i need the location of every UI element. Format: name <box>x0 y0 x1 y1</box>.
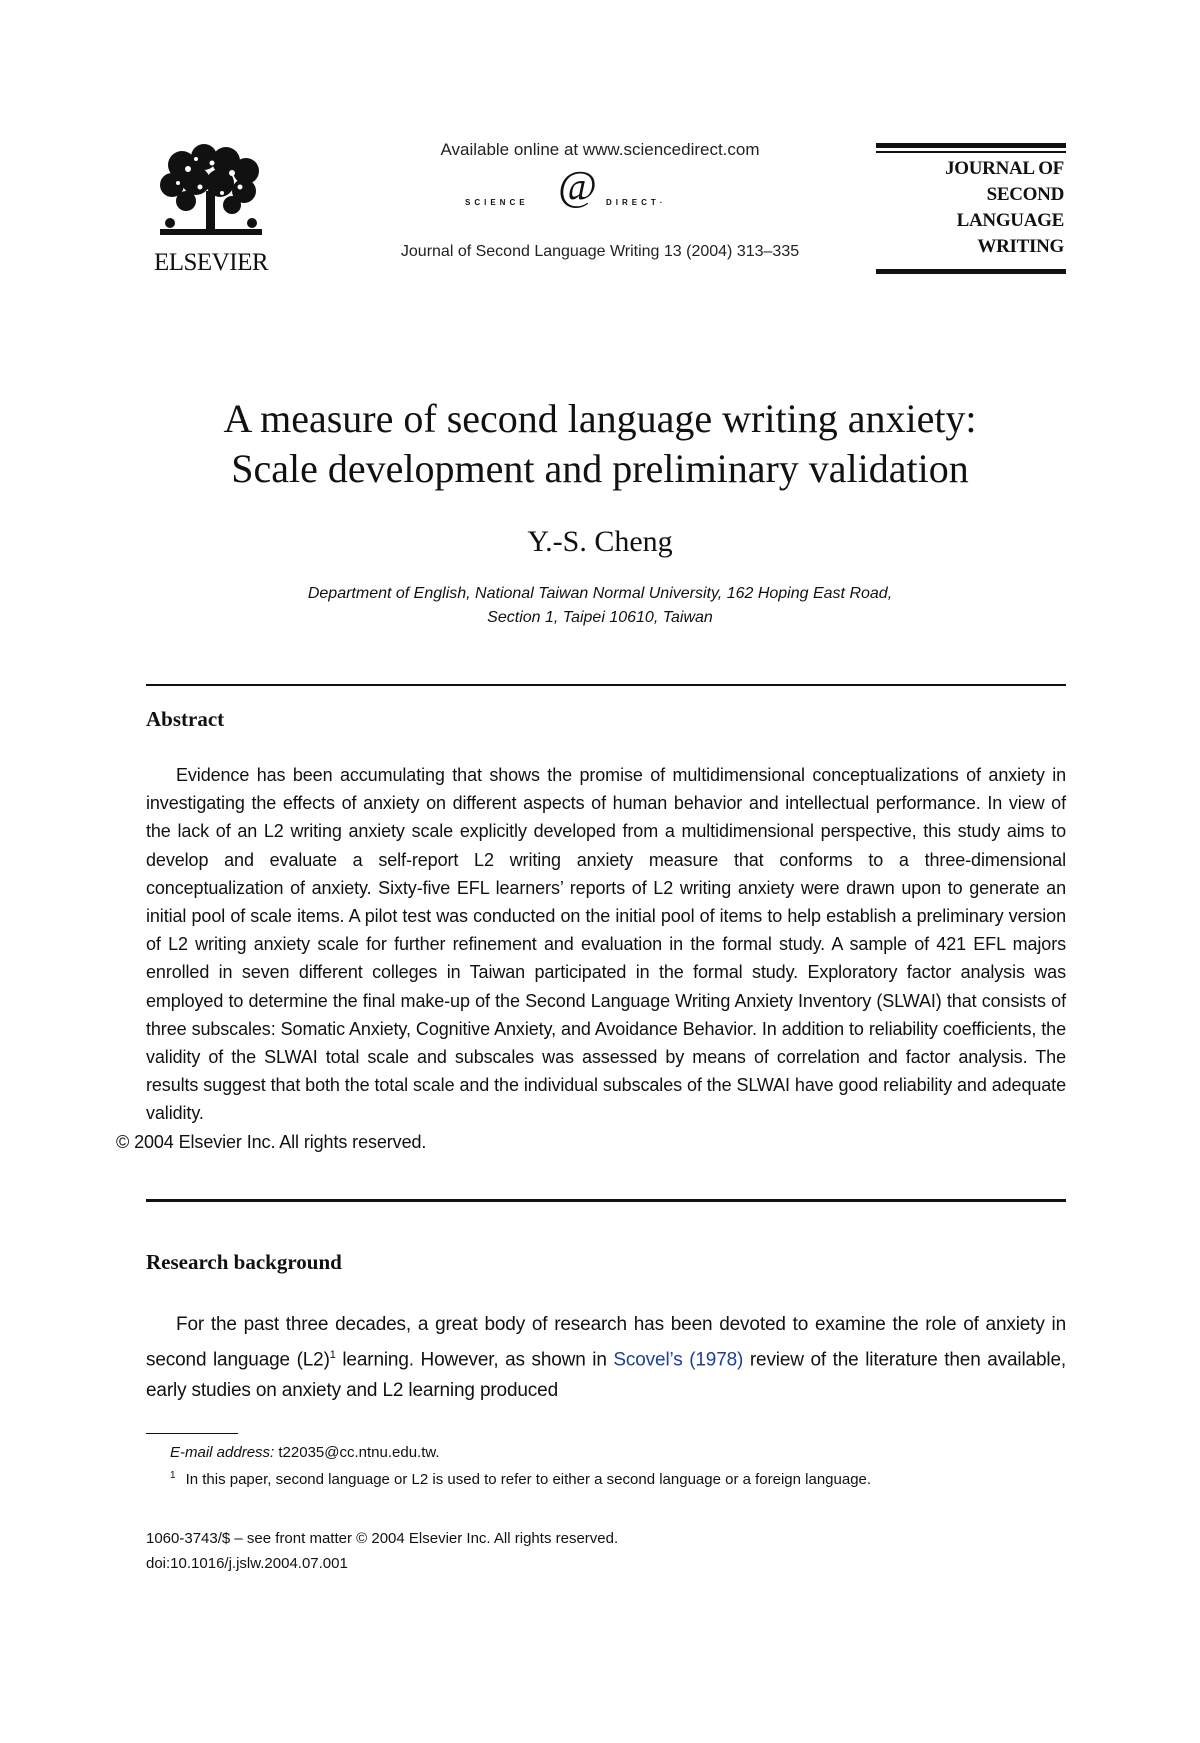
elsevier-tree-icon <box>152 143 270 243</box>
affiliation-line: Section 1, Taipei 10610, Taiwan <box>487 609 713 626</box>
body-text-part: learning. However, as shown in <box>335 1349 614 1371</box>
journal-logo-bar-top <box>876 143 1066 148</box>
article-title <box>100 394 1100 494</box>
elsevier-logo <box>146 143 276 278</box>
journal-logo <box>876 143 1066 274</box>
email-value[interactable]: t22035@cc.ntnu.edu.tw. <box>278 1444 440 1461</box>
body-text-part: review of the literature then available, early studies on anxiety and L2 learning produced <box>146 1349 1066 1402</box>
email-footnote <box>170 1444 440 1461</box>
body-text-part: For the past three decades, a great body of research has been devoted to examine the role of anxiety in second language (L2) <box>146 1314 1066 1371</box>
sciencedirect-left-text: SCIENCE <box>465 198 529 207</box>
footnote-1-mark: 1 <box>170 1470 176 1481</box>
journal-logo-line: JOURNAL OF <box>945 158 1064 179</box>
abstract-body <box>116 761 1066 1156</box>
author-affiliation <box>140 582 1060 630</box>
footnote-marker[interactable]: 1 <box>329 1349 336 1361</box>
title-line: Scale development and preliminary validation <box>231 446 969 491</box>
abstract-text: Evidence has been accumulating that shows the promise of multidimensional conceptualizations of anxiety in investigating the effects of anxiety on different aspects of human behavior and intellectual performance. In view of the lack of an L2 writing anxiety scale explicitly developed from a multidimensional perspective, this study aims to develop and evaluate a self-report L2 writing anxiety measure that conforms to a three-dimensional conceptualization of anxiety. Sixty-five EFL learners’ reports of L2 writing anxiety were drawn upon to generate an initial pool of scale items. A pilot test was conducted on the initial pool of items to help establish a preliminary version of L2 writing anxiety scale for further refinement and evaluation in the formal study. A sample of 421 EFL majors enrolled in seven different colleges in Taiwan participated in the formal study. Exploratory factor analysis was employed to determine the final make-up of the Second Language Writing Anxiety Inventory (SLWAI) that consists of three subscales: Somatic Anxiety, Cognitive Anxiety, and Avoidance Behavior. In addition to reliability coefficients, the validity of the SLWAI total scale and subscales was assessed by means of correlation and factor analysis. The results suggest that both the total scale and the individual subscales of the SLWAI have good reliability and adequate validity. <box>146 765 1066 1124</box>
research-background-heading: Research background <box>146 1250 342 1274</box>
abstract-heading: Abstract <box>146 707 225 731</box>
sciencedirect-right-text: DIRECT· <box>606 198 667 207</box>
citation-link[interactable]: Scovel’s (1978) <box>613 1349 744 1371</box>
elsevier-wordmark: ELSEVIER <box>153 249 269 276</box>
journal-logo-line: LANGUAGE <box>956 210 1064 231</box>
divider <box>146 684 1066 686</box>
journal-logo-line: SECOND <box>986 184 1064 205</box>
footnote-divider <box>146 1433 238 1434</box>
available-online-text[interactable]: Available online at www.sciencedirect.com <box>440 140 760 159</box>
doi-line[interactable]: doi:10.1016/j.jslw.2004.07.001 <box>146 1555 348 1572</box>
journal-logo-bar-top-thin <box>876 151 1066 153</box>
front-matter <box>146 1526 618 1576</box>
footnote-1-text: In this paper, second language or L2 is used to refer to either a second language or a foreign language. <box>185 1471 872 1488</box>
divider <box>146 1199 1066 1202</box>
email-label: E-mail address: <box>170 1444 275 1461</box>
affiliation-line: Department of English, National Taiwan Normal University, 162 Hoping East Road, <box>307 585 893 602</box>
journal-logo-text <box>945 156 1064 260</box>
sciencedirect-logo <box>320 166 880 212</box>
research-background-body <box>146 1309 1066 1406</box>
issn-line: 1060-3743/$ – see front matter © 2004 Elsevier Inc. All rights reserved. <box>146 1530 619 1547</box>
journal-logo-bar-bottom <box>876 269 1066 274</box>
abstract-copyright: © 2004 Elsevier Inc. All rights reserved. <box>116 1131 427 1152</box>
title-line: A measure of second language writing anxiety: <box>223 396 977 441</box>
journal-logo-line: WRITING <box>977 236 1064 257</box>
sciencedirect-at-icon: @ <box>558 164 597 210</box>
journal-citation: Journal of Second Language Writing 13 (2004) 313–335 <box>400 243 800 260</box>
author-name: Y.-S. Cheng <box>527 525 673 558</box>
masthead-center <box>320 140 880 261</box>
footnote-1 <box>170 1470 871 1488</box>
